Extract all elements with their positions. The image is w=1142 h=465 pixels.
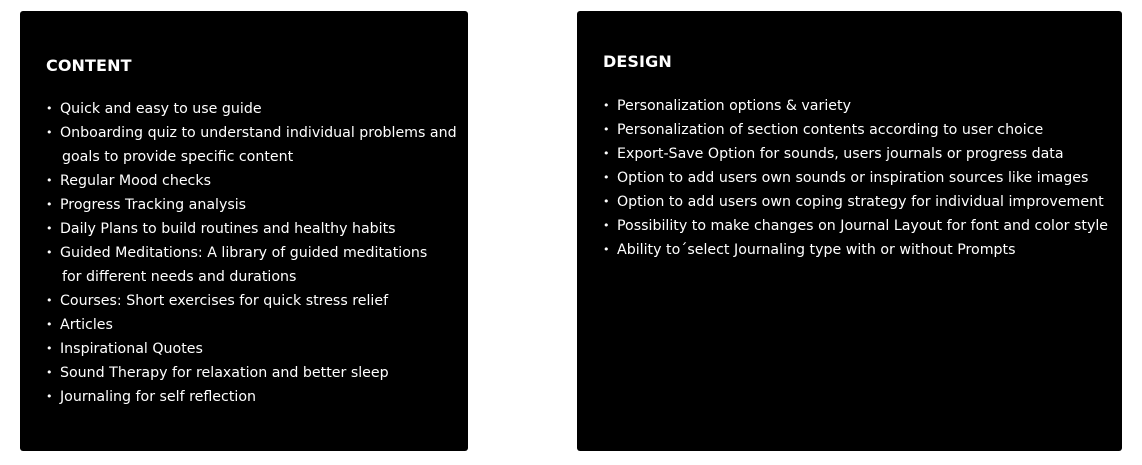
list-item-line: Option to add users own coping strategy for individual improvement bbox=[617, 194, 1104, 210]
list-item bbox=[46, 121, 466, 169]
list-item bbox=[603, 190, 1115, 214]
list-item-line: Quick and easy to use guide bbox=[60, 101, 262, 117]
list-item-line: Regular Mood checks bbox=[60, 173, 211, 189]
bullet-icon: • bbox=[46, 246, 53, 259]
list-item-line: Personalization of section contents according to user choice bbox=[617, 122, 1044, 138]
list-item bbox=[603, 142, 1115, 166]
list-item bbox=[46, 337, 466, 361]
content-bullet-list bbox=[46, 97, 466, 409]
list-item-text bbox=[60, 361, 389, 385]
list-item bbox=[46, 241, 466, 289]
list-item bbox=[603, 166, 1115, 190]
list-item bbox=[603, 118, 1115, 142]
list-item bbox=[46, 289, 466, 313]
bullet-icon: • bbox=[46, 342, 53, 355]
bullet-icon: • bbox=[46, 318, 53, 331]
list-item-line: Daily Plans to build routines and healthy habits bbox=[60, 221, 396, 237]
list-item bbox=[603, 238, 1115, 262]
list-item-text bbox=[617, 118, 1043, 142]
list-item-line: Option to add users own sounds or inspiration sources like images bbox=[617, 170, 1089, 186]
bullet-icon: • bbox=[46, 222, 53, 235]
list-item-text bbox=[60, 385, 256, 409]
bullet-icon: • bbox=[603, 99, 610, 112]
bullet-icon: • bbox=[46, 174, 53, 187]
list-item bbox=[46, 385, 466, 409]
bullet-icon: • bbox=[46, 198, 53, 211]
list-item-continuation: goals to provide specific content bbox=[62, 149, 294, 165]
list-item-text bbox=[60, 313, 113, 337]
list-item bbox=[46, 169, 466, 193]
list-item-line: Progress Tracking analysis bbox=[60, 197, 247, 213]
list-item bbox=[603, 94, 1115, 118]
design-card bbox=[577, 11, 1122, 451]
bullet-icon: • bbox=[46, 126, 53, 139]
content-card bbox=[20, 11, 468, 451]
list-item-text bbox=[60, 193, 246, 217]
list-item-text bbox=[60, 289, 388, 313]
bullet-icon: • bbox=[603, 171, 610, 184]
list-item-text bbox=[60, 337, 203, 361]
list-item bbox=[46, 217, 466, 241]
bullet-icon: • bbox=[46, 294, 53, 307]
list-item-line: Ability to´select Journaling type with or without Prompts bbox=[617, 242, 1016, 258]
list-item-line: Sound Therapy for relaxation and better sleep bbox=[60, 365, 389, 381]
list-item-line: Export-Save Option for sounds, users journals or progress data bbox=[617, 146, 1064, 162]
list-item bbox=[46, 361, 466, 385]
list-item-text bbox=[617, 190, 1104, 214]
list-item-line: Journaling for self reflection bbox=[60, 389, 256, 405]
list-item-text bbox=[60, 217, 396, 241]
bullet-icon: • bbox=[46, 390, 53, 403]
list-item-line: Guided Meditations: A library of guided meditations bbox=[60, 245, 428, 261]
list-item-line: Articles bbox=[60, 317, 113, 333]
bullet-icon: • bbox=[603, 147, 610, 160]
list-item-text bbox=[60, 241, 427, 289]
list-item-line: Inspirational Quotes bbox=[60, 341, 203, 357]
list-item-line: Possibility to make changes on Journal Layout for font and color style bbox=[617, 218, 1109, 234]
list-item-text bbox=[617, 166, 1088, 190]
list-item-text bbox=[60, 169, 211, 193]
list-item-line: Onboarding quiz to understand individual problems and bbox=[60, 125, 457, 141]
bullet-icon: • bbox=[603, 243, 610, 256]
list-item-line: Courses: Short exercises for quick stress relief bbox=[60, 293, 389, 309]
bullet-icon: • bbox=[46, 102, 53, 115]
content-card-title: CONTENT bbox=[46, 56, 132, 75]
list-item-text bbox=[60, 97, 262, 121]
list-item bbox=[46, 97, 466, 121]
list-item-text bbox=[617, 238, 1016, 262]
design-card-title: DESIGN bbox=[603, 52, 672, 71]
bullet-icon: • bbox=[603, 195, 610, 208]
design-bullet-list bbox=[603, 94, 1115, 262]
list-item-continuation: for different needs and durations bbox=[62, 269, 297, 285]
list-item-text bbox=[617, 142, 1064, 166]
list-item-line: Personalization options & variety bbox=[617, 98, 851, 114]
list-item bbox=[46, 193, 466, 217]
list-item-text bbox=[617, 214, 1108, 238]
list-item-text bbox=[60, 121, 457, 169]
bullet-icon: • bbox=[603, 123, 610, 136]
list-item bbox=[603, 214, 1115, 238]
bullet-icon: • bbox=[46, 366, 53, 379]
bullet-icon: • bbox=[603, 219, 610, 232]
list-item bbox=[46, 313, 466, 337]
list-item-text bbox=[617, 94, 851, 118]
